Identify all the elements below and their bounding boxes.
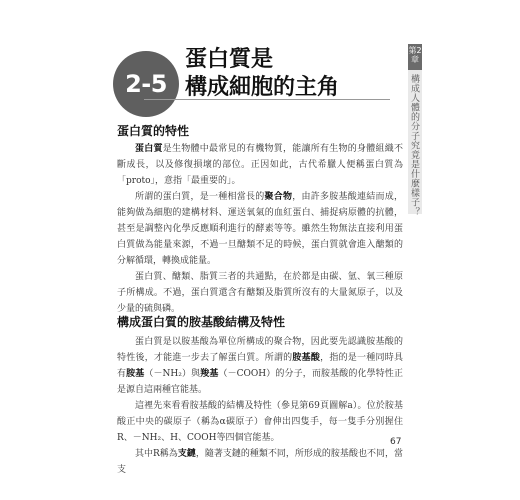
text-run: 這裡先來看看胺基酸的結構及特性（參見第69頁圖解a）。位於胺基酸正中央的碳原子（稱為α碳原子）會伸出四隻手，每一隻手分別握住R、－NH₂、H、COOH等四個官能基。 — [117, 401, 403, 443]
text-run: ，指的是一種同時具有 — [117, 353, 403, 379]
title-underline — [144, 99, 390, 100]
body-paragraph — [117, 334, 403, 398]
body-paragraph — [117, 446, 403, 478]
body-paragraph — [117, 269, 403, 317]
text-run: ，由許多胺基酸連結而成，能夠做為細胞的建構材料、運送氧氣的血紅蛋白、捕捉病原體的抗體，甚至是調整內化學反應順利進行的酵素等等。雖然生物無法直接利用蛋白質做為能量來源，不過一旦醣類不足的時候，蛋白質就會進入醣類的分解循環，轉換成能量。 — [117, 192, 403, 266]
bold-term: 羧基 — [200, 369, 219, 379]
bold-term: 支鏈 — [177, 449, 196, 459]
page-number: 67 — [390, 437, 402, 447]
bold-term: 蛋白質 — [135, 144, 163, 154]
bold-term: 胺基酸 — [292, 353, 321, 363]
text-run: 是生物體中最常見的有機物質，能讓所有生物的身體組織不斷成長，以及修復損壞的部位。正因如此，古代希臘人便稱蛋白質為「proto」，意指「最重要的」。 — [117, 144, 403, 186]
body-paragraph — [117, 141, 403, 189]
body-paragraph — [117, 189, 403, 269]
text-run: 蛋白質是以胺基酸為單位所構成的聚合物，因此要先認識胺基酸的特性後，才能進一步去了解蛋白質。所謂的 — [117, 337, 403, 363]
text-run: ，隨著支鏈的種類不同，所形成的胺基酸也不同，當支 — [117, 449, 403, 475]
text-run: （－COOH）的分子，而胺基酸的化學特性正是源自這兩種官能基。 — [117, 369, 403, 395]
section-number-badge: 2-5 — [113, 51, 179, 117]
page-title-line-1: 蛋白質是 — [185, 47, 274, 72]
side-tab-chapter-title: 構成人體的分子究竟是什麼樣子？ — [409, 74, 419, 217]
body-paragraph — [117, 398, 403, 446]
side-tab-chapter-label: 第2章 — [408, 46, 422, 64]
bold-term: 胺基 — [126, 369, 145, 379]
section-2-body — [117, 334, 403, 478]
text-run: （－NH₂）與 — [144, 369, 201, 379]
bold-term: 聚合物 — [264, 192, 293, 202]
section-1-body — [117, 141, 403, 317]
text-run: 其中R稱為 — [135, 449, 178, 459]
text-run: 蛋白質、醣類、脂質三者的共通點，在於都是由碳、氫、氧三種原子所構成。不過，蛋白質還含有醣類及脂質所沒有的大量氮原子，以及少量的硫與磷。 — [117, 272, 403, 314]
text-run: 所謂的蛋白質，是一種相當長的 — [135, 192, 265, 202]
section-heading-2: 構成蛋白質的胺基酸結構及特性 — [117, 315, 286, 329]
section-heading-1: 蛋白質的特性 — [117, 124, 190, 138]
page-title-line-2: 構成細胞的主角 — [185, 75, 340, 100]
